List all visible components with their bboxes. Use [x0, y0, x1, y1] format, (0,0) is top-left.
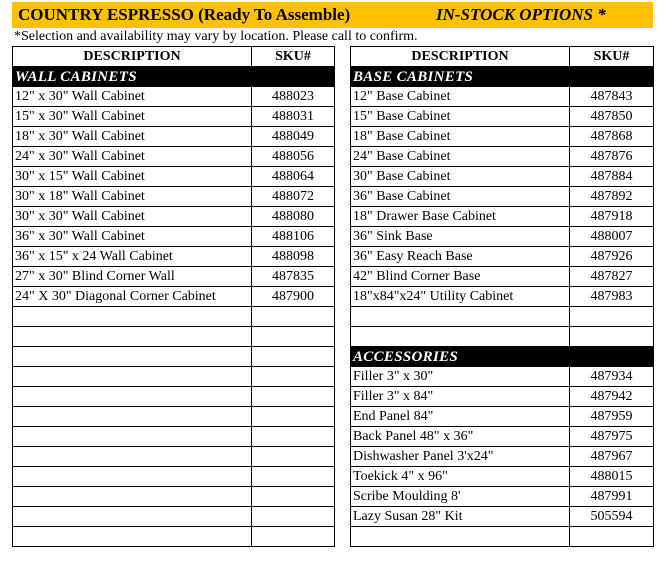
- item-sku: 487926: [570, 247, 654, 267]
- item-sku: 488007: [570, 227, 654, 247]
- item-description: 27" x 30" Blind Corner Wall: [13, 267, 252, 287]
- item-sku: [252, 507, 335, 527]
- item-description: 24" x 30" Wall Cabinet: [13, 147, 252, 167]
- item-sku: 505594: [570, 507, 654, 527]
- item-sku: 488072: [252, 187, 335, 207]
- item-sku: [252, 367, 335, 387]
- item-description: 18" x 30" Wall Cabinet: [13, 127, 252, 147]
- table-header-row: [351, 47, 654, 67]
- item-description: [13, 487, 252, 507]
- table-row: [13, 127, 335, 147]
- table-row: [351, 467, 654, 487]
- table-row: [351, 127, 654, 147]
- item-sku: 488031: [252, 107, 335, 127]
- item-description: [13, 367, 252, 387]
- section-row: [351, 67, 654, 87]
- item-sku: [252, 407, 335, 427]
- section-row: [13, 67, 335, 87]
- empty-row: [13, 347, 335, 367]
- page-title: COUNTRY ESPRESSO (Ready To Assemble): [18, 5, 351, 24]
- item-sku: 488098: [252, 247, 335, 267]
- item-description: 36" Base Cabinet: [351, 187, 570, 207]
- item-description: [13, 467, 252, 487]
- empty-row: [13, 327, 335, 347]
- empty-row: [351, 327, 654, 347]
- item-sku: [252, 387, 335, 407]
- item-description: [13, 327, 252, 347]
- item-description: Scribe Moulding 8': [351, 487, 570, 507]
- empty-row: [351, 307, 654, 327]
- table-row: [351, 387, 654, 407]
- item-description: 36" x 15" x 24 Wall Cabinet: [13, 247, 252, 267]
- header-banner: [12, 2, 653, 28]
- item-description: End Panel 84": [351, 407, 570, 427]
- item-sku: 487827: [570, 267, 654, 287]
- table-header-row: [13, 47, 335, 67]
- table-row: [13, 87, 335, 107]
- table-row: [13, 227, 335, 247]
- empty-row: [351, 527, 654, 547]
- item-sku: 487850: [570, 107, 654, 127]
- item-description: 30" x 30" Wall Cabinet: [13, 207, 252, 227]
- table-row: [351, 427, 654, 447]
- item-sku: [570, 327, 654, 347]
- item-description: 12" x 30" Wall Cabinet: [13, 87, 252, 107]
- accessories-heading: ACCESSORIES: [351, 347, 654, 367]
- item-description: [13, 527, 252, 547]
- item-description: [13, 427, 252, 447]
- item-sku: 487934: [570, 367, 654, 387]
- table-row: [13, 187, 335, 207]
- availability-note: *Selection and availability may vary by location. Please call to confirm.: [14, 29, 418, 44]
- item-sku: [252, 447, 335, 467]
- item-sku: [252, 427, 335, 447]
- table-row: [351, 447, 654, 467]
- table-row: [13, 167, 335, 187]
- item-sku: [252, 327, 335, 347]
- item-description: [13, 507, 252, 527]
- item-sku: 487892: [570, 187, 654, 207]
- item-description: [351, 527, 570, 547]
- base-cabinets-heading: BASE CABINETS: [351, 67, 654, 87]
- table-row: [13, 107, 335, 127]
- item-description: [13, 447, 252, 467]
- empty-row: [13, 387, 335, 407]
- item-sku: 488015: [570, 467, 654, 487]
- item-sku: 487843: [570, 87, 654, 107]
- item-description: Filler 3" x 30": [351, 367, 570, 387]
- description-column-header: DESCRIPTION: [351, 47, 570, 67]
- item-sku: 487991: [570, 487, 654, 507]
- item-description: 36" Sink Base: [351, 227, 570, 247]
- item-sku: [252, 527, 335, 547]
- item-sku: 487876: [570, 147, 654, 167]
- item-description: 12" Base Cabinet: [351, 87, 570, 107]
- table-row: [351, 407, 654, 427]
- item-description: [351, 307, 570, 327]
- empty-row: [13, 447, 335, 467]
- item-sku: 487918: [570, 207, 654, 227]
- table-row: [351, 487, 654, 507]
- item-description: [13, 387, 252, 407]
- table-row: [351, 107, 654, 127]
- empty-row: [13, 307, 335, 327]
- item-description: 30" x 15" Wall Cabinet: [13, 167, 252, 187]
- item-description: [351, 327, 570, 347]
- item-description: Filler 3" x 84": [351, 387, 570, 407]
- item-description: 15" Base Cabinet: [351, 107, 570, 127]
- table-row: [351, 367, 654, 387]
- item-description: 18" Base Cabinet: [351, 127, 570, 147]
- table-row: [351, 287, 654, 307]
- item-sku: 487967: [570, 447, 654, 467]
- table-row: [13, 247, 335, 267]
- item-sku: 488023: [252, 87, 335, 107]
- item-description: [13, 307, 252, 327]
- item-sku: 487942: [570, 387, 654, 407]
- wall-cabinets-heading: WALL CABINETS: [13, 67, 335, 87]
- table-row: [13, 287, 335, 307]
- item-sku: 487983: [570, 287, 654, 307]
- item-sku: [570, 307, 654, 327]
- empty-row: [13, 467, 335, 487]
- item-description: 24" X 30" Diagonal Corner Cabinet: [13, 287, 252, 307]
- item-sku: 488049: [252, 127, 335, 147]
- table-row: [351, 267, 654, 287]
- description-column-header: DESCRIPTION: [13, 47, 252, 67]
- table-row: [351, 167, 654, 187]
- empty-row: [13, 407, 335, 427]
- empty-row: [13, 507, 335, 527]
- empty-row: [13, 367, 335, 387]
- section-row: [351, 347, 654, 367]
- empty-row: [13, 527, 335, 547]
- item-description: Back Panel 48" x 36": [351, 427, 570, 447]
- item-description: 24" Base Cabinet: [351, 147, 570, 167]
- item-description: 36" Easy Reach Base: [351, 247, 570, 267]
- item-sku: 487868: [570, 127, 654, 147]
- item-sku: [252, 307, 335, 327]
- item-description: Dishwasher Panel 3'x24": [351, 447, 570, 467]
- item-sku: 488056: [252, 147, 335, 167]
- table-row: [351, 507, 654, 527]
- item-sku: [570, 527, 654, 547]
- item-description: 18"x84"x24" Utility Cabinet: [351, 287, 570, 307]
- item-sku: 487975: [570, 427, 654, 447]
- item-description: 42" Blind Corner Base: [351, 267, 570, 287]
- table-row: [351, 147, 654, 167]
- empty-row: [13, 487, 335, 507]
- item-description: Lazy Susan 28" Kit: [351, 507, 570, 527]
- table-row: [13, 267, 335, 287]
- table-row: [351, 227, 654, 247]
- item-sku: [252, 347, 335, 367]
- base-cabinets-table: [350, 46, 654, 547]
- item-description: Toekick 4" x 96": [351, 467, 570, 487]
- item-description: 30" Base Cabinet: [351, 167, 570, 187]
- item-description: [13, 407, 252, 427]
- sku-column-header: SKU#: [570, 47, 654, 67]
- item-sku: 488106: [252, 227, 335, 247]
- empty-row: [13, 427, 335, 447]
- item-sku: 488064: [252, 167, 335, 187]
- item-sku: 487884: [570, 167, 654, 187]
- item-sku: 488080: [252, 207, 335, 227]
- in-stock-label: IN-STOCK OPTIONS *: [436, 5, 606, 24]
- item-sku: [252, 467, 335, 487]
- table-row: [351, 87, 654, 107]
- table-row: [13, 147, 335, 167]
- sku-column-header: SKU#: [252, 47, 335, 67]
- wall-cabinets-table: [12, 46, 335, 547]
- table-row: [351, 207, 654, 227]
- item-sku: 487959: [570, 407, 654, 427]
- item-sku: 487835: [252, 267, 335, 287]
- table-row: [351, 187, 654, 207]
- table-row: [13, 207, 335, 227]
- item-description: 18" Drawer Base Cabinet: [351, 207, 570, 227]
- item-description: 30" x 18" Wall Cabinet: [13, 187, 252, 207]
- item-sku: 487900: [252, 287, 335, 307]
- table-row: [351, 247, 654, 267]
- item-description: 36" x 30" Wall Cabinet: [13, 227, 252, 247]
- item-sku: [252, 487, 335, 507]
- item-description: [13, 347, 252, 367]
- item-description: 15" x 30" Wall Cabinet: [13, 107, 252, 127]
